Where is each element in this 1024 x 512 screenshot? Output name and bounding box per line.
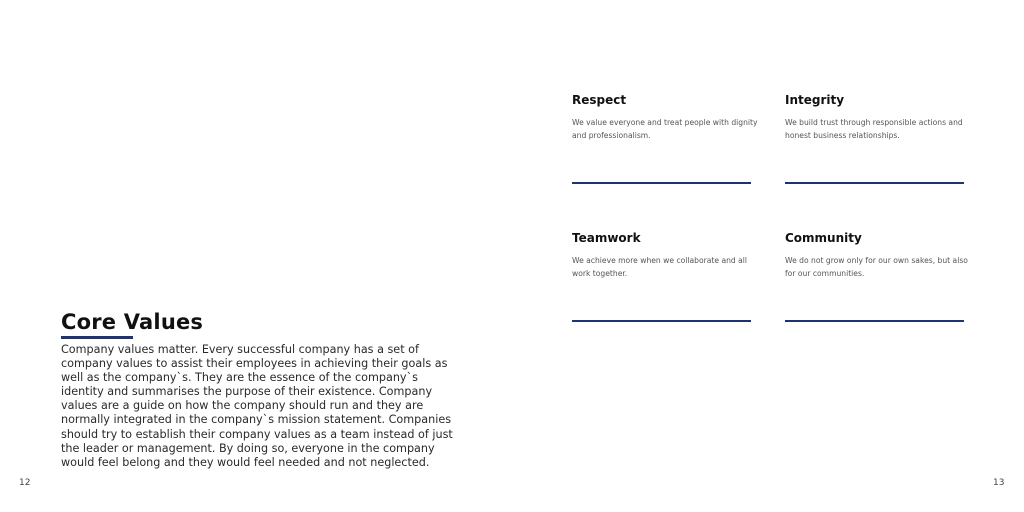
value-card-teamwork (572, 231, 752, 280)
value-description: We build trust through responsible actions and honest business relationships. (785, 118, 963, 140)
value-divider (572, 320, 751, 322)
value-description: We do not grow only for our own sakes, but also for our communities. (785, 256, 968, 278)
value-divider (572, 182, 751, 184)
value-title: Community (785, 231, 862, 245)
value-title: Respect (572, 93, 627, 107)
value-title: Teamwork (572, 231, 641, 245)
value-title: Integrity (785, 93, 845, 107)
page-number-right: 13 (993, 478, 1005, 488)
value-card-community (785, 231, 968, 280)
heading-underline (61, 336, 133, 339)
page-number-left: 12 (19, 478, 31, 488)
value-description: We value everyone and treat people with dignity and professionalism. (572, 118, 758, 140)
value-card-integrity (785, 93, 965, 142)
core-values-section (61, 310, 461, 470)
value-card-respect (572, 93, 758, 142)
value-divider (785, 182, 964, 184)
core-values-paragraph: Company values matter. Every successful company has a set of company values to assist their employees in achieving their goals as well as the company`s. They are the essence of the company`s identity and summarises the purpose of their existence. Company values are a guide on how the company should run and they are normally integrated in the company`s mission statement. Companies should try to establish their company values as a team instead of just the leader or management. By doing so, everyone in the company would feel belong and they would feel needed and not neglected. (61, 343, 453, 469)
core-values-heading: Core Values (61, 310, 204, 334)
value-description: We achieve more when we collaborate and all work together. (572, 256, 748, 278)
value-divider (785, 320, 964, 322)
